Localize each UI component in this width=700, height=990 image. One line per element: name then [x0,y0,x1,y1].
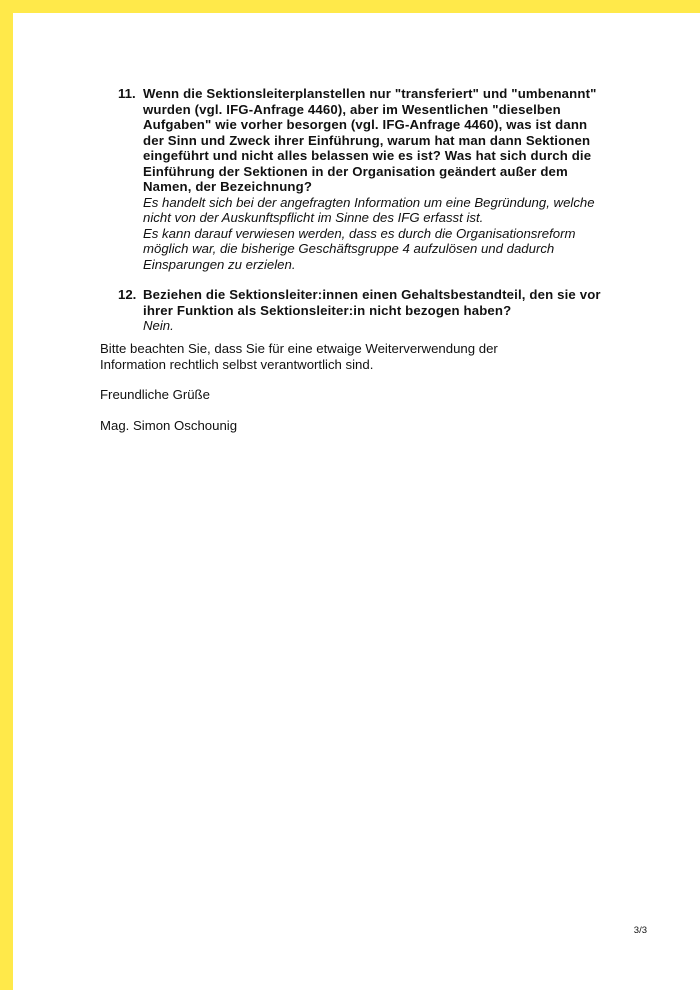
yellow-left-border [0,0,13,990]
question-item-11 [118,86,608,272]
question-text: Wenn die Sektionsleiterplanstellen nur "transferiert" und "umbenannt" wurden (vgl. IFG-Anfrage 4460), aber im Wesentlichen "dieselben Aufgaben" wie vorher besorgen (vgl. IFG-Anfrage 4460), was ist dann der Sinn und Zweck ihrer Einführung, warum hat man dann Sektionen eingeführt und nicht alles belassen wie es ist? Was hat sich durch die Einführung der Sektionen in der Organisation geändert außer dem Namen, der Bezeichnung? [143,86,597,194]
question-item-12 [118,287,608,334]
usage-notice: Bitte beachten Sie, dass Sie für eine etwaige Weiterverwendung der Information rechtlich selbst verantwortlich sind. [100,341,498,372]
question-text: Beziehen die Sektionsleiter:innen einen Gehaltsbestandteil, den sie vor ihrer Funktion als Sektionsleiter:in nicht bezogen haben? [143,287,601,318]
answer-text: Es handelt sich bei der angefragten Information um eine Begründung, welche nicht von der Auskunftspflicht im Sinne des IFG erfasst ist. [143,194,595,225]
question-list [118,86,608,349]
answer-text: Es kann darauf verwiesen werden, dass es durch die Organisationsreform möglich war, die bisherige Geschäftsgruppe 4 aufzulösen und dadurch Einsparungen zu erzielen. [143,225,576,272]
yellow-top-border [0,0,700,13]
signature: Mag. Simon Oschounig [100,417,238,433]
question-number: 12. [118,287,137,302]
closing-section [100,341,620,448]
question-number: 11. [118,86,136,101]
greeting: Freundliche Grüße [100,387,210,402]
answer-text: Nein. [143,318,174,333]
page-number: 3/3 [633,925,647,936]
